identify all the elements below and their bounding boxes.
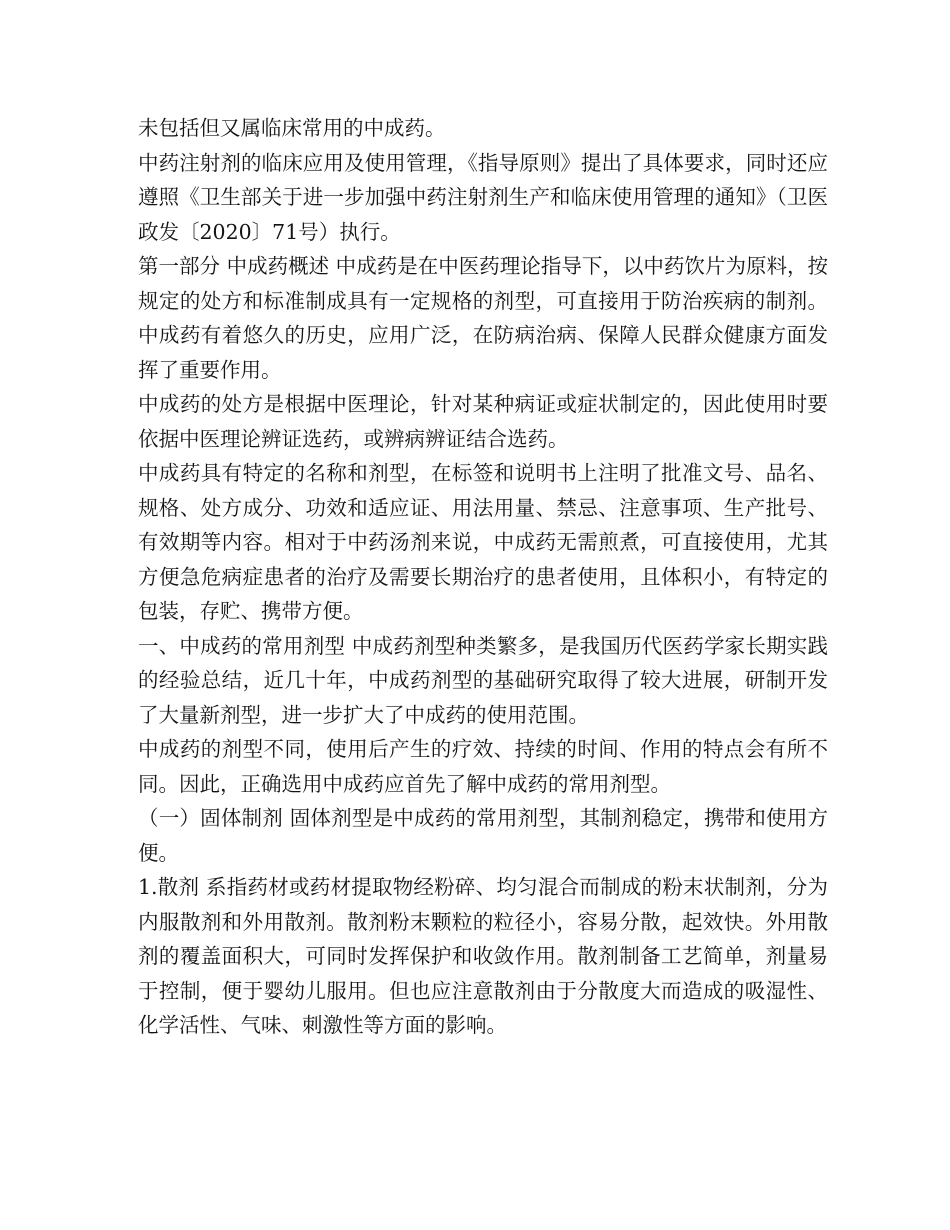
paragraph-8: （一）固体制剂 固体剂型是中成药的常用剂型，其制剂稳定，携带和使用方便。 [138, 806, 828, 865]
document-body [138, 111, 828, 1043]
paragraph-3: 第一部分 中成药概述 中成药是在中医药理论指导下，以中药饮片为原料，按规定的处方和标准制成具有一定规格的剂型，可直接用于防治疾病的制剂。中成药有着悠久的历史，应用广泛，在防病治病、保障人民群众健康方面发挥了重要作用。 [138, 254, 828, 382]
paragraph-9: 1.散剂 系指药材或药材提取物经粉碎、均匀混合而制成的粉末状制剂，分为内服散剂和外用散剂。散剂粉末颗粒的粒径小，容易分散，起效快。外用散剂的覆盖面积大，可同时发挥保护和收敛作用。散剂制备工艺简单，剂量易于控制，便于婴幼儿服用。但也应注意散剂由于分散度大而造成的吸湿性、化学活性、气味、刺激性等方面的影响。 [138, 875, 828, 1037]
paragraph-2: 中药注射剂的临床应用及使用管理，《指导原则》提出了具体要求，同时还应遵照《卫生部关于进一步加强中药注射剂生产和临床使用管理的通知》（卫医政发〔2020〕71号）执行。 [138, 150, 828, 244]
paragraph-4: 中成药的处方是根据中医理论，针对某种病证或症状制定的，因此使用时要依据中医理论辨证选药，或辨病辨证结合选药。 [138, 392, 828, 451]
paragraph-7: 中成药的剂型不同，使用后产生的疗效、持续的时间、作用的特点会有所不同。因此，正确选用中成药应首先了解中成药的常用剂型。 [138, 737, 828, 796]
paragraph-5: 中成药具有特定的名称和剂型，在标签和说明书上注明了批准文号、品名、规格、处方成分、功效和适应证、用法用量、禁忌、注意事项、生产批号、有效期等内容。相对于中药汤剂来说，中成药无需煎煮，可直接使用，尤其方便急危病症患者的治疗及需要长期治疗的患者使用，且体积小，有特定的包装，存贮、携带方便。 [138, 461, 828, 623]
paragraph-6: 一、中成药的常用剂型 中成药剂型种类繁多，是我国历代医药学家长期实践的经验总结，近几十年，中成药剂型的基础研究取得了较大进展，研制开发了大量新剂型，进一步扩大了中成药的使用范围。 [138, 633, 828, 727]
paragraph-1: 未包括但又属临床常用的中成药。 [138, 116, 446, 140]
